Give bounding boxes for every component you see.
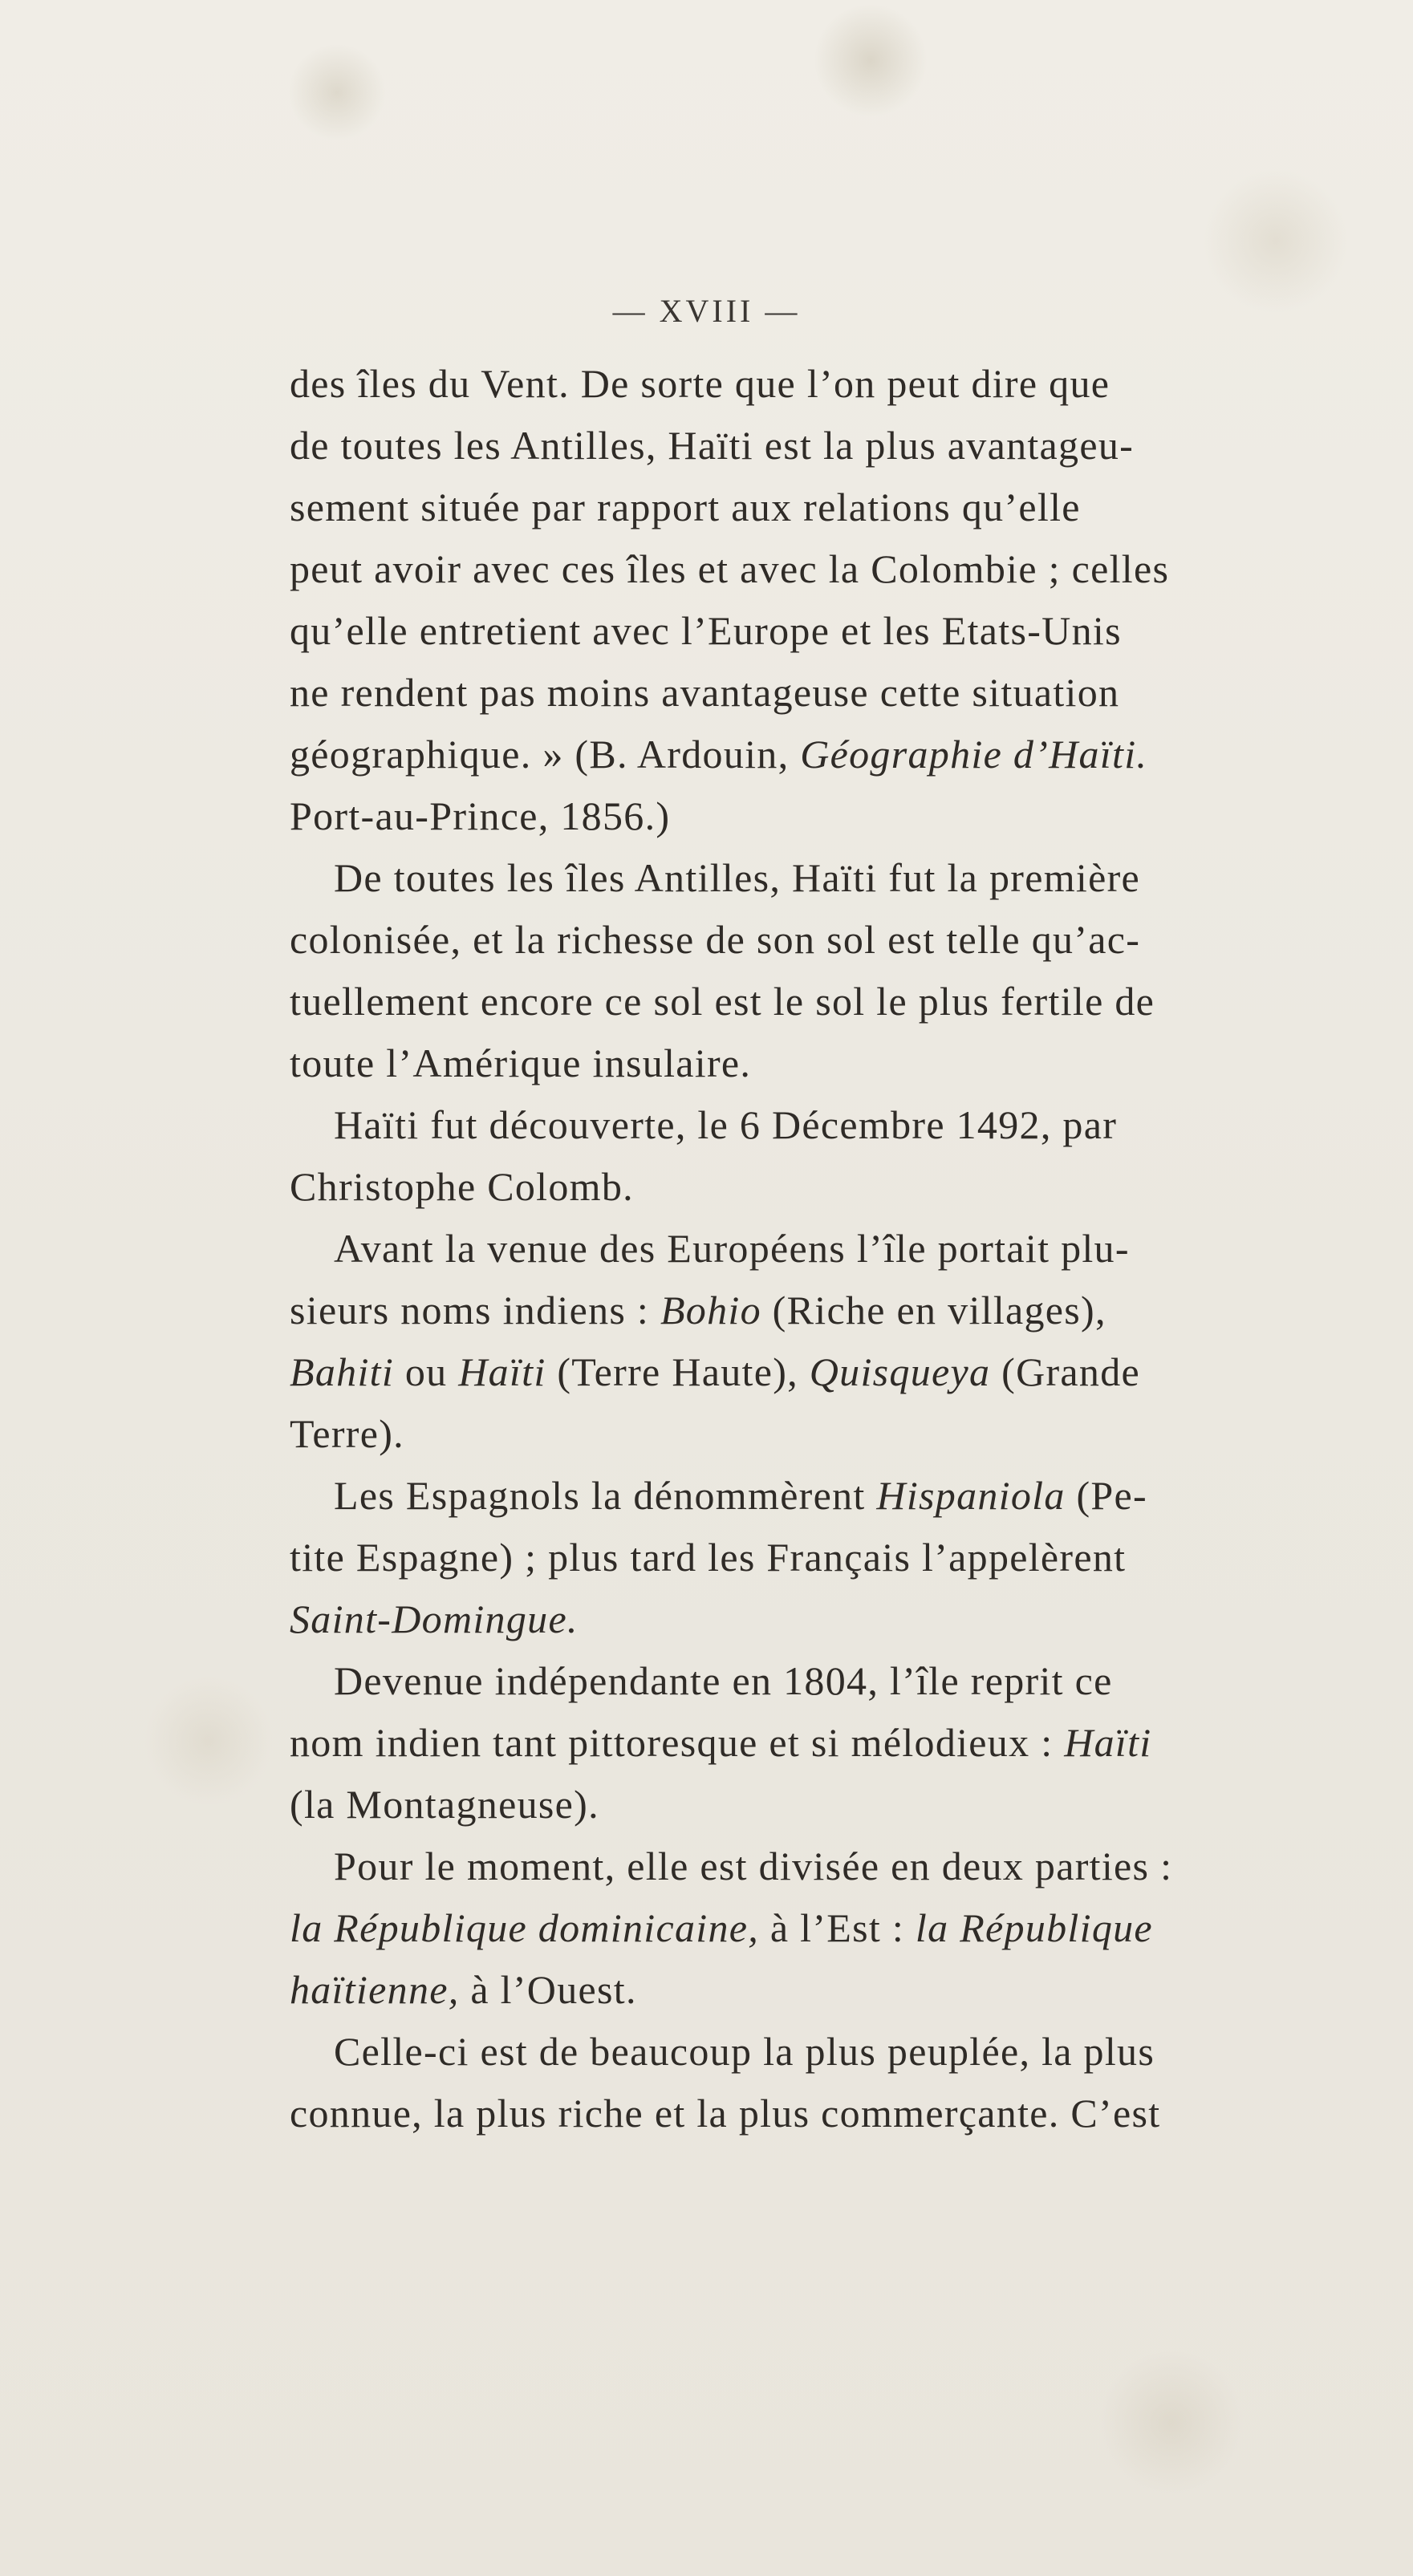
text-line: [290, 1712, 1361, 1774]
text-line: [290, 415, 1361, 477]
text-segment: qu’elle entretient avec l’Europe et les Etats-Unis: [290, 608, 1122, 653]
text-line: [290, 1650, 1361, 1712]
text-line: [290, 1588, 1361, 1650]
text-segment: (Terre Haute),: [546, 1349, 810, 1394]
text-segment: des îles du Vent. De sorte que l’on peut dire que: [290, 361, 1111, 406]
text-line: [290, 1341, 1361, 1403]
text-segment: peut avoir avec ces îles et avec la Colombie ; celles: [290, 546, 1170, 591]
text-line: [290, 1032, 1361, 1094]
text-line: [290, 662, 1361, 724]
text-segment: ne rendent pas moins avantageuse cette situation: [290, 670, 1120, 715]
text-line: [290, 1218, 1361, 1280]
text-line: [290, 2021, 1361, 2083]
text-segment: Terre).: [290, 1411, 404, 1456]
italic-text: haïtienne,: [290, 1967, 460, 2012]
text-line: [290, 971, 1361, 1032]
text-segment: de toutes les Antilles, Haïti est la plus avantageu-: [290, 423, 1135, 468]
text-segment: Devenue indépendante en 1804, l’île reprit ce: [334, 1658, 1113, 1703]
text-segment: Pour le moment, elle est divisée en deux parties :: [334, 1844, 1173, 1888]
text-line: [290, 2083, 1361, 2144]
text-segment: (Grande: [990, 1349, 1141, 1394]
text-line: [290, 724, 1361, 785]
text-line: [290, 1897, 1361, 1959]
italic-text: Haïti: [1064, 1720, 1152, 1765]
text-segment: Les Espagnols la dénommèrent: [334, 1473, 877, 1518]
text-line: [290, 538, 1361, 600]
text-segment: tite Espagne) ; plus tard les Français l’appelèrent: [290, 1535, 1127, 1580]
italic-text: Haïti: [458, 1349, 546, 1394]
text-segment: (la Montagneuse).: [290, 1782, 599, 1827]
text-segment: connue, la plus riche et la plus commerçante. C’est: [290, 2091, 1161, 2136]
page-header: — XVIII —: [612, 293, 801, 329]
text-segment: géographique. » (B. Ardouin,: [290, 732, 801, 777]
text-segment: Celle-ci est de beaucoup la plus peuplée, la plus: [334, 2029, 1155, 2074]
text-segment: colonisée, et la richesse de son sol est telle qu’ac-: [290, 917, 1141, 962]
text-line: [290, 1094, 1361, 1156]
text-line: [290, 1527, 1361, 1588]
italic-text: Saint-Domingue.: [290, 1596, 579, 1641]
text-line: [290, 1774, 1361, 1836]
italic-text: Géographie d’Haïti.: [800, 732, 1148, 777]
text-segment: ou: [394, 1349, 459, 1394]
text-segment: toute l’Amérique insulaire.: [290, 1041, 752, 1085]
text-line: [290, 477, 1361, 538]
italic-text: la République: [915, 1905, 1153, 1950]
text-line: [290, 1280, 1361, 1341]
text-segment: De toutes les îles Antilles, Haïti fut la première: [334, 855, 1141, 900]
text-line: [290, 1403, 1361, 1465]
text-segment: à l’Ouest.: [459, 1967, 637, 2012]
text-segment: sement située par rapport aux relations qu’elle: [290, 485, 1081, 529]
text-segment: Port-au-Prince, 1856.): [290, 793, 671, 838]
text-segment: tuellement encore ce sol est le sol le plus fertile de: [290, 979, 1155, 1024]
text-line: [290, 353, 1361, 415]
italic-text: Bohio: [660, 1288, 761, 1333]
text-line: [290, 1465, 1361, 1527]
text-line: [290, 1156, 1361, 1218]
text-segment: (Riche en villages),: [761, 1288, 1106, 1333]
text-segment: Avant la venue des Européens l’île portait plu-: [334, 1226, 1130, 1271]
text-line: [290, 1959, 1361, 2021]
text-segment: Christophe Colomb.: [290, 1164, 634, 1209]
text-segment: sieurs noms indiens :: [290, 1288, 660, 1333]
text-line: [290, 1836, 1361, 1897]
text-segment: (Pe-: [1065, 1473, 1147, 1518]
italic-text: Bahiti: [290, 1349, 395, 1394]
text-segment: nom indien tant pittoresque et si mélodieux :: [290, 1720, 1065, 1765]
italic-text: Quisqueya: [809, 1349, 991, 1394]
text-line: [290, 909, 1361, 971]
italic-text: Hispaniola: [876, 1473, 1066, 1518]
text-segment: Haïti fut découverte, le 6 Décembre 1492, par: [334, 1102, 1118, 1147]
italic-text: la République dominicaine,: [290, 1905, 760, 1950]
text-line: [290, 785, 1361, 847]
text-line: [290, 600, 1361, 662]
text-segment: à l’Est :: [759, 1905, 916, 1950]
text-line: [290, 847, 1361, 909]
page-body: [290, 353, 1361, 2144]
